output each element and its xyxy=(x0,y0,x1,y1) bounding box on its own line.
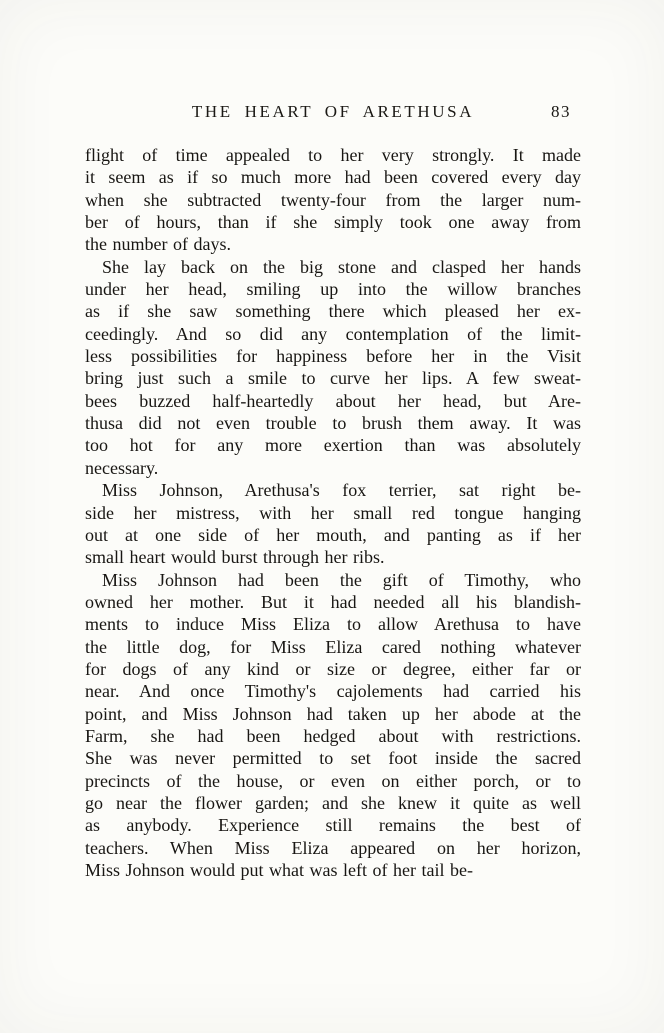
text-line: under her head, smiling up into the willow branches xyxy=(85,279,581,300)
text-line: Farm, she had been hedged about with restrictions. xyxy=(85,725,581,746)
text-line: Miss Johnson, Arethusa's fox terrier, sat right be- xyxy=(102,480,581,501)
text-line: ments to induce Miss Eliza to allow Arethusa to have xyxy=(85,614,581,635)
text-line: ceedingly. And so did any contemplation of the limit- xyxy=(85,323,581,344)
text-line: out at one side of her mouth, and panting as if her xyxy=(85,524,581,545)
text-line: Miss Johnson would put what was left of her tail be- xyxy=(85,860,473,880)
text-line: owned her mother. But it had needed all his blandish- xyxy=(85,591,581,612)
text-block xyxy=(85,102,581,881)
text-line: when she subtracted twenty-four from the larger num- xyxy=(85,189,581,210)
text-line: side her mistress, with her small red tongue hanging xyxy=(85,502,581,523)
text-line: for dogs of any kind or size or degree, either far or xyxy=(85,658,581,679)
text-line: go near the flower garden; and she knew it quite as well xyxy=(85,792,581,813)
text-line: too hot for any more exertion than was absolutely xyxy=(85,435,581,456)
text-line: flight of time appealed to her very strongly. It made xyxy=(85,145,581,165)
paragraph xyxy=(85,569,581,882)
text-line: precincts of the house, or even on either porch, or to xyxy=(85,770,581,791)
paragraph xyxy=(85,144,581,256)
text-line: Miss Johnson had been the gift of Timothy, who xyxy=(102,569,581,590)
text-line: point, and Miss Johnson had taken up her abode at the xyxy=(85,703,581,724)
text-line: near. And once Timothy's cajolements had carried his xyxy=(85,681,581,702)
text-line: the little dog, for Miss Eliza cared nothing whatever xyxy=(85,636,581,657)
text-line: it seem as if so much more had been covered every day xyxy=(85,167,581,188)
page-number: 83 xyxy=(551,102,571,121)
text-line: small heart would burst through her ribs. xyxy=(85,547,385,568)
text-line: ber of hours, than if she simply took one away from xyxy=(85,212,581,233)
text-line: less possibilities for happiness before her in the Visit xyxy=(85,346,581,367)
text-line: as if she saw something there which pleased her ex- xyxy=(85,301,581,322)
text-line: thusa did not even trouble to brush them away. It was xyxy=(85,413,581,434)
paragraph xyxy=(85,479,581,568)
page-body xyxy=(85,144,581,881)
text-line: necessary. xyxy=(85,457,159,478)
text-line: bring just such a smile to curve her lips. A few sweat- xyxy=(85,368,581,389)
paragraph xyxy=(85,256,581,479)
text-line: the number of days. xyxy=(85,234,231,255)
text-line: She was never permitted to set foot inside the sacred xyxy=(85,748,581,769)
text-line: bees buzzed half-heartedly about her head, but Are- xyxy=(85,390,581,411)
text-line: teachers. When Miss Eliza appeared on her horizon, xyxy=(85,837,581,858)
running-title: THE HEART OF ARETHUSA xyxy=(191,102,475,121)
text-line: as anybody. Experience still remains the best of xyxy=(85,815,581,836)
page-header xyxy=(85,102,581,124)
text-line: She lay back on the big stone and clasped her hands xyxy=(102,256,581,277)
